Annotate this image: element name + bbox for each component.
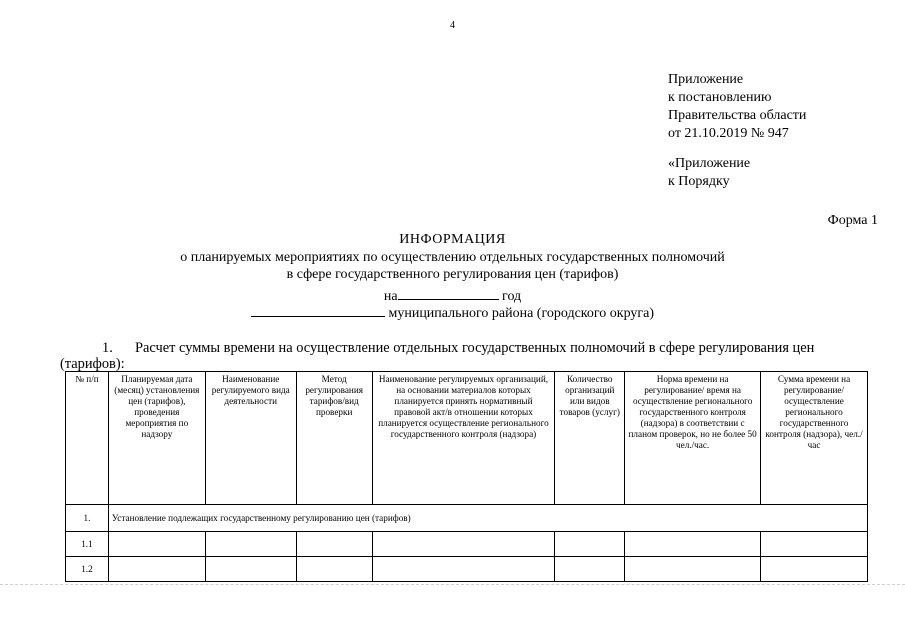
form-label: Форма 1 (827, 213, 878, 228)
appendix-line: к Порядку (668, 174, 730, 189)
table-row (66, 532, 868, 557)
table-cell[interactable] (761, 532, 868, 557)
section-text-continued: (тарифов): (60, 356, 125, 372)
table-row (66, 505, 868, 532)
section-number: 1. (102, 340, 113, 356)
column-header: Количество организаций или видов товаров (услуг) (555, 372, 625, 505)
row-number: 1. (66, 505, 109, 532)
year-suffix: год (502, 289, 522, 304)
table-cell[interactable] (108, 557, 205, 582)
column-header: Метод регулирования тарифов/вид проверки (296, 372, 372, 505)
district-line (0, 304, 905, 322)
year-line (0, 287, 905, 305)
column-header: Сумма времени на регулирование/осуществление регионального государственного контроля (надзора), чел./час (761, 372, 868, 505)
table-cell[interactable] (372, 557, 555, 582)
column-header: № п/п (66, 372, 109, 505)
year-blank[interactable] (398, 287, 499, 300)
appendix-block (668, 71, 806, 191)
table-cell[interactable] (555, 557, 625, 582)
table-cell[interactable] (625, 532, 761, 557)
appendix-line: Правительства области (668, 108, 807, 123)
column-header: Планируемая дата (месяц) установления цен (тарифов), проведения мероприятия по надзору (108, 372, 205, 505)
column-header: Наименование регулируемых организаций, на основании материалов которых планируется принять нормативный правовой акт/в отношении которых планируется осуществление регионального государственного контроля (надзора) (372, 372, 555, 505)
year-prefix: на (383, 289, 398, 304)
table-row (66, 557, 868, 582)
appendix-line: Приложение (668, 72, 744, 87)
table-cell[interactable] (761, 557, 868, 582)
column-header: Наименование регулируемого вида деятельности (205, 372, 296, 505)
document-subtitle: в сфере государственного регулирования цен (тарифов) (286, 267, 619, 282)
column-header: Норма времени на регулирование/ время на осуществление регионального государственного контроля (надзора) в соответствии с планом проверок, но не более 50 чел./час. (625, 372, 761, 505)
section-text: Расчет суммы времени на осуществление отдельных государственных полномочий в сфере регулирования цен (135, 340, 815, 356)
page-edge-divider (0, 584, 905, 585)
district-blank[interactable] (251, 304, 385, 317)
document-subtitle: о планируемых мероприятиях по осуществлению отдельных государственных полномочий (180, 250, 725, 265)
table-cell[interactable] (296, 557, 372, 582)
table-cell[interactable] (205, 532, 296, 557)
table-cell[interactable] (108, 532, 205, 557)
table-cell[interactable] (625, 557, 761, 582)
page-number: 4 (450, 20, 455, 31)
row-number: 1.2 (66, 557, 109, 582)
table-header-row (66, 372, 868, 505)
row-title: Установление подлежащих государственному регулированию цен (тарифов) (108, 505, 867, 532)
table-cell[interactable] (205, 557, 296, 582)
district-suffix: муниципального района (городского округа) (388, 306, 655, 321)
plan-table (65, 371, 868, 582)
table-cell[interactable] (296, 532, 372, 557)
row-number: 1.1 (66, 532, 109, 557)
document-title: ИНФОРМАЦИЯ (399, 232, 506, 247)
appendix-line: от 21.10.2019 № 947 (668, 126, 789, 141)
appendix-line: к постановлению (668, 90, 772, 105)
table-cell[interactable] (555, 532, 625, 557)
table-cell[interactable] (372, 532, 555, 557)
section-heading (60, 340, 814, 357)
appendix-line: «Приложение (668, 156, 751, 171)
